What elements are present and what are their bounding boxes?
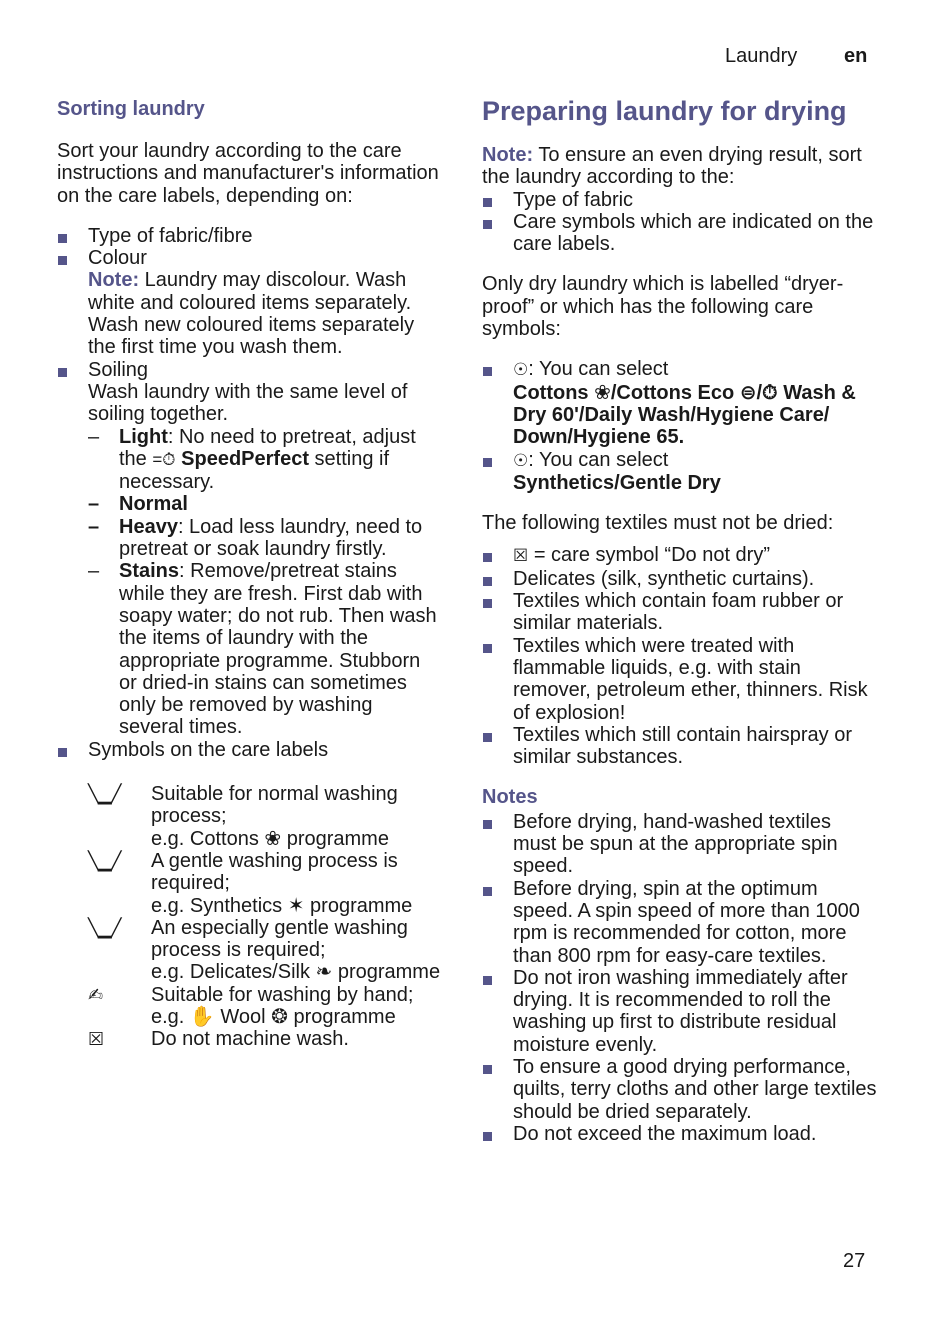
notes-heading: Notes	[482, 786, 538, 809]
list-item: – Light: No need to pretreat, adjust the =⏱ SpeedPerfect setting if necessary.	[88, 425, 416, 494]
list-item: Type of fabric	[482, 189, 877, 211]
left-column	[57, 96, 442, 1051]
list-item: Do not exceed the maximum load.	[482, 1123, 877, 1145]
running-header-section: Laundry	[725, 45, 798, 67]
sorting-laundry-heading: Sorting laundry	[57, 98, 205, 120]
note-label: Note:	[88, 269, 140, 292]
list-item: Before drying, spin at the optimum speed. A spin speed of more than 1000 rpm is recommended for cotton, more than 800 rpm for easy-care textiles.	[482, 878, 877, 967]
do-not-wash-icon: ☒	[88, 1029, 104, 1050]
list-item: ☒ = care symbol “Do not dry”	[482, 544, 877, 567]
hand-wash-icon: ✍	[88, 984, 103, 1005]
list-item: Textiles which were treated with flammable liquids, e.g. with stain remover, petroleum ether, thinners. Risk of explosion!	[482, 635, 877, 724]
list-item: Symbols on the care labels	[57, 739, 442, 761]
right-column	[482, 96, 877, 1145]
list-item: ☉: You can select Cottons ❀/Cottons Eco ⊜/⏱ Wash & Dry 60'/Daily Wash/Hygiene Care/ Down/Hygiene 65.	[482, 358, 877, 448]
sorting-criteria-list	[57, 225, 442, 761]
care-row: ╲▁╱ A gentle washing process is required; e.g. Synthetics ✶ programme	[88, 849, 413, 917]
soiling-text: Wash laundry with the same level of soiling together.	[88, 380, 408, 426]
dry-symbols-list	[482, 358, 877, 494]
tumble-dry-low-icon: ☉	[513, 450, 529, 470]
tumble-dry-normal-icon: ☉	[513, 360, 529, 380]
note-label: Note:	[482, 144, 534, 166]
notes-list	[482, 811, 877, 1145]
list-item: Soiling Wash laundry with the same level of soiling together. – Light: No need to pretreat, adjust the =⏱ SpeedPerfect setting if necessary. – Normal – Heavy: Load less laundry, need to pretreat or soak laundry firstly. – Stains: Remove/pretreat stains while they are fresh. First dab with soapy water; do not rub. Then wash the items of laundry with the appropriate programme. Stubborn or dried-in stains can sometimes only be removed by washing several times.	[57, 359, 442, 739]
soiling-levels-list	[88, 426, 442, 739]
list-item: Before drying, hand-washed textiles must be spun at the appropriate spin speed.	[482, 811, 877, 878]
list-item: – Heavy: Load less laundry, need to pretreat or soak laundry firstly.	[88, 515, 423, 561]
soil-stains-label: Stains	[119, 560, 180, 583]
wash-tub-gentle-icon: ╲▁╱	[88, 850, 121, 871]
dryer-proof-text: Only dry laundry which is labelled “dryer-proof” or which has the following care symbols:	[482, 273, 844, 341]
soil-light-label: Light	[119, 425, 168, 448]
running-header-language: en	[844, 45, 868, 67]
soil-heavy-label: Heavy	[119, 515, 178, 538]
page-number: 27	[843, 1250, 866, 1272]
do-not-dry-icon: ☒	[513, 546, 529, 566]
care-row: ╲▁╱ An especially gentle washing process is required; e.g. Delicates/Silk ❧ programme	[88, 916, 441, 984]
care-symbols-table	[88, 783, 442, 1051]
list-item: To ensure a good drying performance, quilts, terry cloths and other large textiles should be dried separately.	[482, 1056, 877, 1123]
preparing-drying-heading: Preparing laundry for drying	[482, 96, 847, 126]
list-item: ☉: You can select Synthetics/Gentle Dry	[482, 449, 877, 495]
soil-normal-label: Normal	[119, 493, 188, 516]
sorting-intro: Sort your laundry according to the care instructions and manufacturer's information on the care labels, depending on:	[57, 140, 439, 207]
list-item: Textiles which contain foam rubber or similar materials.	[482, 590, 877, 635]
drying-note: Note: To ensure an even drying result, sort the laundry according to the:	[482, 144, 862, 189]
list-item: – Stains: Remove/pretreat stains while they are fresh. First dab with soapy water; do not rub. Then wash the items of laundry with the appropriate programme. Stubborn or dried-in stains can sometimes only be removed by washing several times.	[88, 560, 437, 739]
list-item: Colour Note: Laundry may discolour. Wash white and coloured items separately. Wash new coloured items separately the first time you wash them.	[57, 247, 442, 358]
wash-tub-icon: ╲▁╱	[88, 784, 121, 805]
colour-note: Laundry may discolour. Wash white and coloured items separately. Wash new coloured items separately the first time you wash them.	[88, 269, 415, 359]
speedperfect-icon: =⏱	[152, 449, 176, 469]
wash-tub-very-gentle-icon: ╲▁╱	[88, 917, 121, 938]
list-item: – Normal	[88, 493, 188, 516]
list-item: Type of fabric/fibre	[57, 225, 442, 247]
must-not-dry-text: The following textiles must not be dried:	[482, 512, 834, 535]
sort-by-list	[482, 189, 877, 256]
care-row: ✍ Suitable for washing by hand; e.g. ✋ Wool ❂ programme	[88, 983, 414, 1028]
care-row: ╲▁╱ Suitable for normal washing process; e.g. Cottons ❀ programme	[88, 783, 398, 850]
list-item: Do not iron washing immediately after drying. It is recommended to roll the washing up first to distribute residual moisture evenly.	[482, 967, 877, 1056]
list-item: Delicates (silk, synthetic curtains).	[482, 568, 877, 590]
list-item: Care symbols which are indicated on the care labels.	[482, 211, 877, 256]
list-item: Textiles which still contain hairspray or similar substances.	[482, 724, 877, 769]
care-row: ☒ Do not machine wash.	[88, 1028, 349, 1051]
do-not-dry-list	[482, 544, 877, 768]
